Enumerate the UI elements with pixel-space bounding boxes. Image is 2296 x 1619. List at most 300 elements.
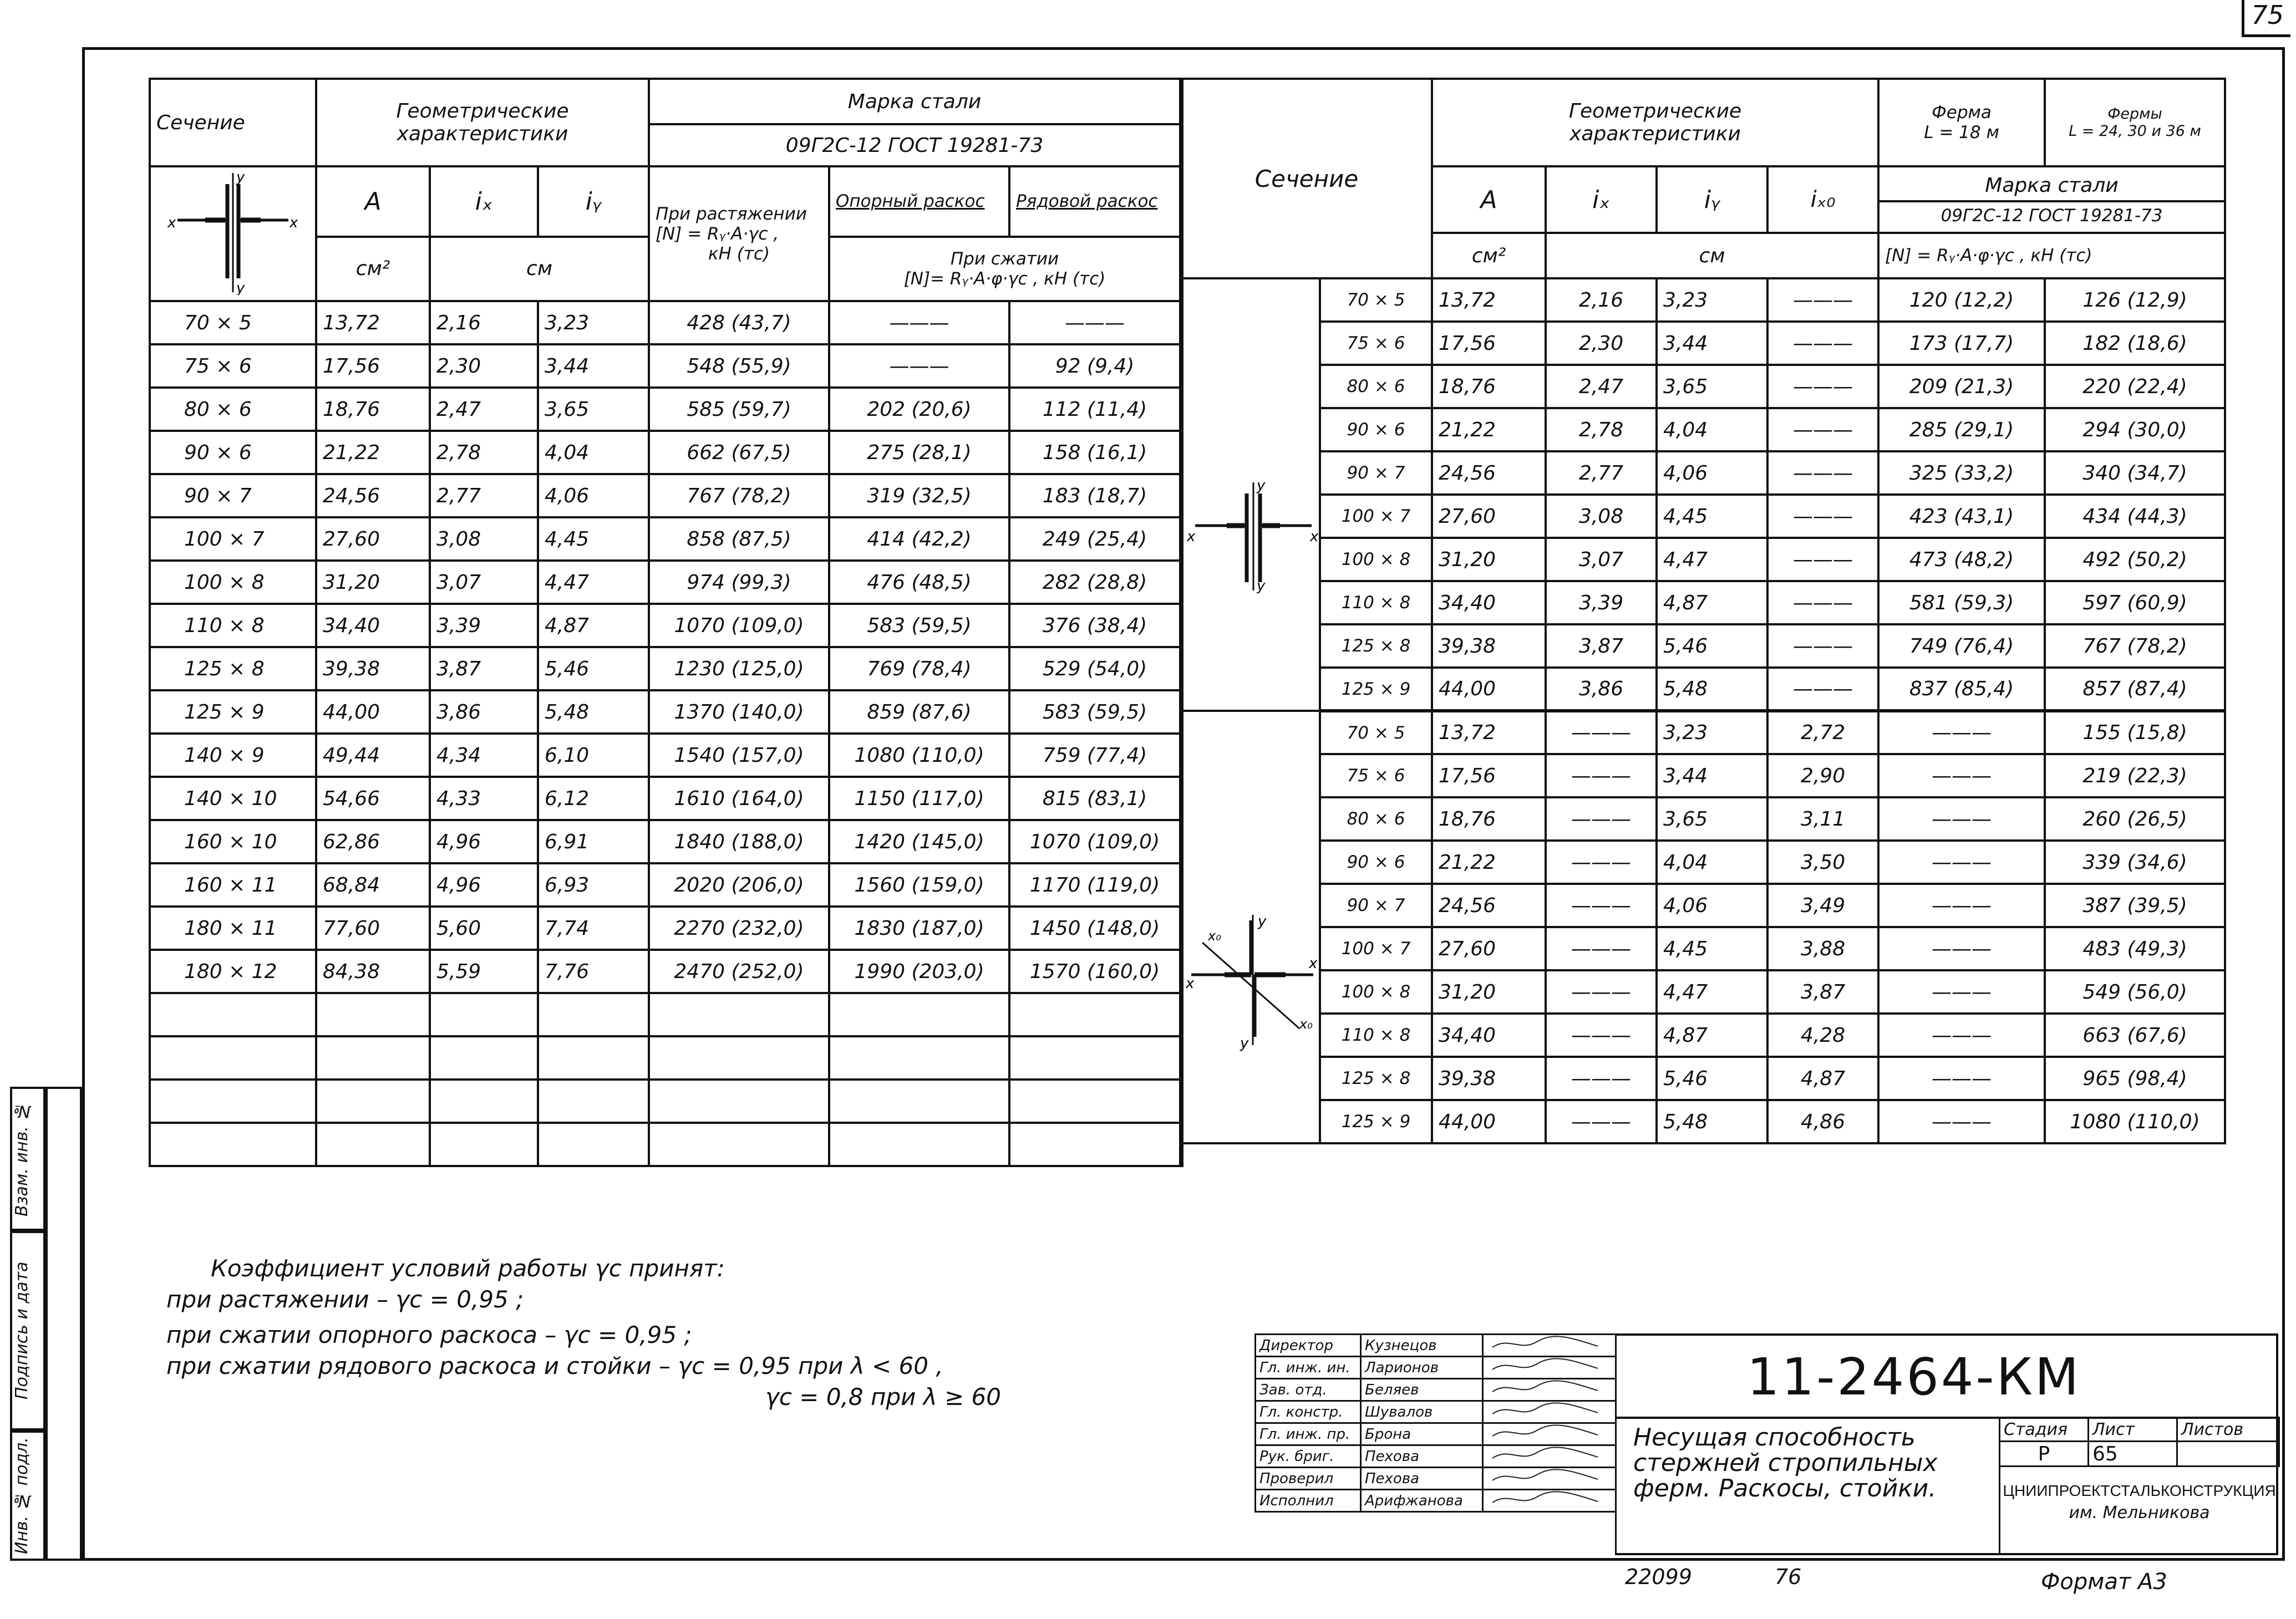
table-cell-ix: ——— xyxy=(1546,711,1657,754)
signature-name: Ларионов xyxy=(1361,1357,1483,1379)
table-cell-f18: 423 (43,1) xyxy=(1878,495,2045,538)
table-cell-r: 376 (38,4) xyxy=(1009,604,1181,647)
table-cell-iy: 5,46 xyxy=(1657,624,1767,668)
table-cell-A: 21,22 xyxy=(1432,841,1546,884)
table-cell-f24: 220 (22,4) xyxy=(2045,365,2225,408)
table-cell-f24: 965 (98,4) xyxy=(2045,1057,2225,1100)
table-cell-A: 44,00 xyxy=(1432,668,1546,711)
table-cell-sec: 75 × 6 xyxy=(150,344,316,388)
right-header-unit-A: см² xyxy=(1432,233,1546,278)
table-cell-sec: 180 × 11 xyxy=(150,907,316,950)
table-row xyxy=(1181,538,2225,581)
table-row xyxy=(1181,322,2225,365)
table-cell-f24: 340 (34,7) xyxy=(2045,451,2225,495)
table-cell-iy: 4,47 xyxy=(1657,538,1767,581)
table-cell-ix: 2,47 xyxy=(430,388,538,431)
org-name: ЦНИИПРОЕКТСТАЛЬКОНСТРУКЦИЯ xyxy=(2003,1482,2276,1499)
sheets-label: Листов xyxy=(2177,1418,2279,1442)
table-cell-A: 77,60 xyxy=(316,907,430,950)
signature-row xyxy=(1256,1357,1616,1379)
table-cell-t: 1230 (125,0) xyxy=(649,647,829,690)
right-header-formula: [N] = Rᵧ·A·φ·γc , кН (тс) xyxy=(1878,233,2225,278)
right-capacity-table xyxy=(1180,78,2226,1144)
table-cell-f24: 260 (26,5) xyxy=(2045,797,2225,841)
table-cell-s: 1560 (159,0) xyxy=(829,863,1009,907)
table-cell-ix0: ——— xyxy=(1767,408,1878,451)
svg-text:y: y xyxy=(1257,477,1266,494)
table-cell-sec: 90 × 6 xyxy=(1320,841,1432,884)
table-cell-A: 18,76 xyxy=(316,388,430,431)
table-cell-A xyxy=(316,1036,430,1080)
table-cell-iy: 5,46 xyxy=(1657,1057,1767,1100)
table-cell-r xyxy=(1009,1080,1181,1123)
svg-text:x: x xyxy=(289,215,298,231)
double-angle-section-diagram xyxy=(1187,471,1320,593)
table-cell-A: 34,40 xyxy=(1432,1014,1546,1057)
signature-name: Беляев xyxy=(1361,1379,1483,1401)
table-cell-A: 13,72 xyxy=(1432,278,1546,322)
table-row xyxy=(150,431,1181,474)
table-cell-ix: 2,30 xyxy=(430,344,538,388)
table-cell-t: 662 (67,5) xyxy=(649,431,829,474)
table-cell-f24: 767 (78,2) xyxy=(2045,624,2225,668)
table-row xyxy=(1181,408,2225,451)
table-cell-f24: 339 (34,6) xyxy=(2045,841,2225,884)
table-cell-A: 31,20 xyxy=(1432,538,1546,581)
table-cell-iy: 6,12 xyxy=(538,777,649,820)
table-cell-iy: 7,74 xyxy=(538,907,649,950)
side-stamp-inner xyxy=(45,1087,82,1561)
table-cell-sec: 100 × 8 xyxy=(150,561,316,604)
table-cell-t: 1540 (157,0) xyxy=(649,734,829,777)
table-cell-ix: 3,07 xyxy=(430,561,538,604)
table-cell-ix: ——— xyxy=(1546,1014,1657,1057)
table-cell-iy: 4,45 xyxy=(538,517,649,561)
signature-mark xyxy=(1483,1423,1616,1445)
stage-label: Стадия xyxy=(2000,1418,2089,1442)
svg-text:x₀: x₀ xyxy=(1299,1016,1313,1032)
table-cell-s xyxy=(829,993,1009,1036)
table-cell-iy: 6,10 xyxy=(538,734,649,777)
table-cell-s: 414 (42,2) xyxy=(829,517,1009,561)
table-cell-f18: ——— xyxy=(1878,841,2045,884)
table-cell-A: 17,56 xyxy=(316,344,430,388)
table-row xyxy=(150,1080,1181,1123)
table-cell-r xyxy=(1009,993,1181,1036)
page-number: 75 xyxy=(2242,0,2290,37)
sheets-value xyxy=(2177,1442,2279,1467)
right-header-col-A: A xyxy=(1432,166,1546,233)
signature-row xyxy=(1256,1379,1616,1401)
table-cell-ix0: 3,87 xyxy=(1767,970,1878,1014)
table-row xyxy=(150,907,1181,950)
table-cell-f24: 1080 (110,0) xyxy=(2045,1100,2225,1143)
table-cell-A: 54,66 xyxy=(316,777,430,820)
table-cell-A: 68,84 xyxy=(316,863,430,907)
table-cell-sec: 125 × 8 xyxy=(1320,1057,1432,1100)
table-cell-iy: 3,44 xyxy=(1657,322,1767,365)
svg-text:x: x xyxy=(1309,955,1318,972)
table-cell-r xyxy=(1009,1123,1181,1166)
table-cell-sec: 75 × 6 xyxy=(1320,754,1432,797)
table-cell-r: 1070 (109,0) xyxy=(1009,820,1181,863)
table-cell-ix: 2,77 xyxy=(1546,451,1657,495)
svg-text:x: x xyxy=(1187,528,1196,545)
table-cell-t: 1070 (109,0) xyxy=(649,604,829,647)
document-code: 11-2464-КМ xyxy=(1747,1347,2081,1407)
table-cell-A: 18,76 xyxy=(1432,365,1546,408)
table-cell-A: 39,38 xyxy=(1432,1057,1546,1100)
header-geometry: Геометрические характеристики xyxy=(316,79,649,166)
table-cell-r: 158 (16,1) xyxy=(1009,431,1181,474)
table-cell-ix: 3,87 xyxy=(1546,624,1657,668)
table-cell-sec: 90 × 6 xyxy=(1320,408,1432,451)
signature-role: Гл. инж. ин. xyxy=(1256,1357,1361,1379)
table-cell-iy: 4,04 xyxy=(1657,841,1767,884)
svg-text:y: y xyxy=(1240,1035,1249,1052)
table-cell-t: 548 (55,9) xyxy=(649,344,829,388)
table-cell-sec: 90 × 7 xyxy=(1320,884,1432,927)
table-cell-ix0: 2,90 xyxy=(1767,754,1878,797)
table-cell-r: 759 (77,4) xyxy=(1009,734,1181,777)
table-row xyxy=(1181,711,2225,754)
table-cell-t: 428 (43,7) xyxy=(649,301,829,344)
table-cell-ix: 2,16 xyxy=(430,301,538,344)
side-label-sign-date: Подпись и дата xyxy=(10,1231,45,1430)
header-col-A: A xyxy=(316,166,430,237)
left-capacity-table xyxy=(149,78,1183,1167)
table-cell-iy: 4,04 xyxy=(538,431,649,474)
note-line-1: Коэффициент условий работы γc принят: xyxy=(211,1255,725,1282)
table-cell-sec: 110 × 8 xyxy=(1320,1014,1432,1057)
svg-text:y: y xyxy=(1258,913,1267,930)
header-steel-title: Марка стали xyxy=(649,79,1181,124)
table-cell-A: 27,60 xyxy=(1432,495,1546,538)
table-cell-r: 249 (25,4) xyxy=(1009,517,1181,561)
table-cell-ix0: ——— xyxy=(1767,624,1878,668)
table-cell-A: 44,00 xyxy=(1432,1100,1546,1143)
table-cell-sec: 125 × 9 xyxy=(150,690,316,734)
table-cell-sec xyxy=(150,1036,316,1080)
note-line-3: при сжатии опорного раскоса – γc = 0,95 ; xyxy=(166,1321,692,1348)
table-cell-iy: 4,06 xyxy=(538,474,649,517)
signature-name: Арифжанова xyxy=(1361,1490,1483,1512)
table-row xyxy=(150,950,1181,993)
table-row xyxy=(150,777,1181,820)
table-row xyxy=(150,604,1181,647)
table-cell-A: 27,60 xyxy=(316,517,430,561)
table-cell-iy xyxy=(538,993,649,1036)
signature-name: Пехова xyxy=(1361,1468,1483,1490)
table-cell-r: 1570 (160,0) xyxy=(1009,950,1181,993)
table-cell-f18: ——— xyxy=(1878,1057,2045,1100)
table-cell-iy: 5,48 xyxy=(538,690,649,734)
table-cell-s: 859 (87,6) xyxy=(829,690,1009,734)
table-cell-f18: 209 (21,3) xyxy=(1878,365,2045,408)
table-cell-iy xyxy=(538,1123,649,1166)
table-cell-A: 62,86 xyxy=(316,820,430,863)
table-cell-s: 1990 (203,0) xyxy=(829,950,1009,993)
table-cell-r: 92 (9,4) xyxy=(1009,344,1181,388)
signature-mark xyxy=(1483,1445,1616,1468)
table-cell-t: 2470 (252,0) xyxy=(649,950,829,993)
table-row xyxy=(150,301,1181,344)
table-cell-ix: 3,86 xyxy=(1546,668,1657,711)
table-cell-ix: 2,16 xyxy=(1546,278,1657,322)
table-cell-f24: 663 (67,6) xyxy=(2045,1014,2225,1057)
table-row xyxy=(150,388,1181,431)
archive-number: 22099 xyxy=(1625,1565,1692,1589)
table-cell-sec: 100 × 7 xyxy=(1320,495,1432,538)
table-cell-A: 34,40 xyxy=(1432,581,1546,624)
table-cell-f18: ——— xyxy=(1878,754,2045,797)
table-cell-iy: 4,45 xyxy=(1657,927,1767,970)
table-cell-iy: 6,93 xyxy=(538,863,649,907)
table-cell-f24: 597 (60,9) xyxy=(2045,581,2225,624)
table-cell-sec: 100 × 8 xyxy=(1320,538,1432,581)
table-cell-ix: 2,77 xyxy=(430,474,538,517)
table-row xyxy=(150,647,1181,690)
table-cell-iy: 3,23 xyxy=(538,301,649,344)
table-cell-iy: 5,48 xyxy=(1657,1100,1767,1143)
table-row xyxy=(150,734,1181,777)
stamp-signatures xyxy=(1254,1333,1617,1513)
table-cell-f18: 120 (12,2) xyxy=(1878,278,2045,322)
table-row xyxy=(1181,495,2225,538)
table-cell-A: 27,60 xyxy=(1432,927,1546,970)
right-header-truss18: Ферма L = 18 м xyxy=(1878,79,2045,166)
table-cell-s: 1420 (145,0) xyxy=(829,820,1009,863)
table-cell-f18: ——— xyxy=(1878,797,2045,841)
table-cell-sec xyxy=(150,993,316,1036)
right-header-col-iy: iᵧ xyxy=(1657,166,1767,233)
signature-row xyxy=(1256,1401,1616,1423)
table-cell-ix: 2,30 xyxy=(1546,322,1657,365)
table-cell-ix0: ——— xyxy=(1767,365,1878,408)
table-cell-sec: 90 × 6 xyxy=(150,431,316,474)
table-row xyxy=(150,820,1181,863)
table-row xyxy=(1181,668,2225,711)
table-cell-s xyxy=(829,1036,1009,1080)
signature-role: Директор xyxy=(1256,1335,1361,1357)
table-cell-t: 1610 (164,0) xyxy=(649,777,829,820)
table-cell-A: 24,56 xyxy=(1432,884,1546,927)
table-cell-ix: 4,33 xyxy=(430,777,538,820)
table-cell-A: 24,56 xyxy=(1432,451,1546,495)
signature-role: Исполнил xyxy=(1256,1490,1361,1512)
table-cell-A: 13,72 xyxy=(316,301,430,344)
table-cell-r: 583 (59,5) xyxy=(1009,690,1181,734)
table-cell-ix: 5,59 xyxy=(430,950,538,993)
right-header-steel: Марка стали 09Г2С-12 ГОСТ 19281-73 xyxy=(1878,166,2225,233)
signature-mark xyxy=(1483,1401,1616,1423)
table-cell-sec: 140 × 9 xyxy=(150,734,316,777)
svg-text:x: x xyxy=(1310,528,1319,545)
table-row xyxy=(150,1123,1181,1166)
table-cell-t: 1840 (188,0) xyxy=(649,820,829,863)
table-cell-A: 44,00 xyxy=(316,690,430,734)
table-row xyxy=(1181,1100,2225,1143)
table-cell-iy: 5,48 xyxy=(1657,668,1767,711)
table-cell-s: 1150 (117,0) xyxy=(829,777,1009,820)
table-cell-t xyxy=(649,993,829,1036)
table-cell-A: 17,56 xyxy=(1432,754,1546,797)
table-cell-ix: 3,08 xyxy=(430,517,538,561)
signature-mark xyxy=(1483,1335,1616,1357)
table-cell-ix: 4,34 xyxy=(430,734,538,777)
table-cell-A: 31,20 xyxy=(1432,970,1546,1014)
table-cell-f18: 285 (29,1) xyxy=(1878,408,2045,451)
double-angle-section-icon xyxy=(166,167,299,295)
table-cell-ix0: 4,28 xyxy=(1767,1014,1878,1057)
table-cell-sec: 80 × 6 xyxy=(1320,365,1432,408)
table-cell-sec xyxy=(150,1080,316,1123)
table-cell-f24: 549 (56,0) xyxy=(2045,970,2225,1014)
signature-role: Рук. бриг. xyxy=(1256,1445,1361,1468)
table-row xyxy=(150,344,1181,388)
table-cell-ix: 2,78 xyxy=(1546,408,1657,451)
handwritten-signature xyxy=(1487,1379,1609,1396)
signature-row xyxy=(1256,1468,1616,1490)
table-cell-ix0: ——— xyxy=(1767,451,1878,495)
table-cell-sec: 90 × 7 xyxy=(150,474,316,517)
table-cell-f18: 749 (76,4) xyxy=(1878,624,2045,668)
table-cell-iy: 4,06 xyxy=(1657,451,1767,495)
svg-text:y: y xyxy=(236,280,245,295)
table-cell-iy: 4,47 xyxy=(538,561,649,604)
table-cell-f18: ——— xyxy=(1878,884,2045,927)
table-cell-A xyxy=(316,993,430,1036)
table-cell-A: 17,56 xyxy=(1432,322,1546,365)
table-cell-iy: 4,87 xyxy=(1657,1014,1767,1057)
table-cell-ix: 3,08 xyxy=(1546,495,1657,538)
table-cell-iy: 4,47 xyxy=(1657,970,1767,1014)
table-cell-iy: 3,23 xyxy=(1657,278,1767,322)
table-cell-iy: 4,87 xyxy=(538,604,649,647)
table-cell-f18: ——— xyxy=(1878,711,2045,754)
table-cell-iy: 3,44 xyxy=(1657,754,1767,797)
table-cell-f24: 434 (44,3) xyxy=(2045,495,2225,538)
table-cell-iy: 4,04 xyxy=(1657,408,1767,451)
note-line-4: при сжатии рядового раскоса и стойки – γc = 0,95 при λ < 60 , xyxy=(166,1352,943,1379)
archive-sheet: 76 xyxy=(1775,1565,1802,1589)
table-cell-ix: 2,47 xyxy=(1546,365,1657,408)
table-cell-f18: ——— xyxy=(1878,927,2045,970)
table-cell-s: 1830 (187,0) xyxy=(829,907,1009,950)
table-cell-s: 202 (20,6) xyxy=(829,388,1009,431)
table-cell-s: ——— xyxy=(829,344,1009,388)
sheet-title: Несущая способность стержней стропильных ферм. Раскосы, стойки. xyxy=(1633,1423,1938,1503)
signature-row xyxy=(1256,1490,1616,1512)
table-cell-ix: 3,87 xyxy=(430,647,538,690)
table-cell-t: 858 (87,5) xyxy=(649,517,829,561)
table-cell-A: 21,22 xyxy=(316,431,430,474)
table-row xyxy=(1181,365,2225,408)
table-cell-iy xyxy=(538,1036,649,1080)
table-cell-t: 585 (59,7) xyxy=(649,388,829,431)
table-row xyxy=(150,690,1181,734)
table-cell-iy xyxy=(538,1080,649,1123)
table-cell-s: 769 (78,4) xyxy=(829,647,1009,690)
table-cell-s xyxy=(829,1123,1009,1166)
table-cell-ix xyxy=(430,1123,538,1166)
svg-text:x: x xyxy=(1186,975,1195,992)
axis-y-label: y xyxy=(236,169,245,186)
table-cell-ix: 2,78 xyxy=(430,431,538,474)
table-cell-iy: 3,23 xyxy=(1657,711,1767,754)
table-cell-ix: ——— xyxy=(1546,754,1657,797)
table-cell-r: 282 (28,8) xyxy=(1009,561,1181,604)
table-row xyxy=(1181,1014,2225,1057)
table-cell-sec: 125 × 8 xyxy=(150,647,316,690)
table-cell-sec xyxy=(150,1123,316,1166)
paper-format: Формат А3 xyxy=(2041,1569,2167,1595)
table-cell-t: 2270 (232,0) xyxy=(649,907,829,950)
table-cell-f24: 219 (22,3) xyxy=(2045,754,2225,797)
handwritten-signature xyxy=(1487,1424,1609,1440)
table-row xyxy=(1181,451,2225,495)
table-cell-A: 24,56 xyxy=(316,474,430,517)
header-tension: При растяжении [N] = Rᵧ·A·γc , кН (тс) xyxy=(649,166,829,301)
table-cell-sec: 100 × 8 xyxy=(1320,970,1432,1014)
signature-mark xyxy=(1483,1379,1616,1401)
table-cell-ix0: 4,86 xyxy=(1767,1100,1878,1143)
handwritten-signature xyxy=(1487,1446,1609,1463)
table-cell-ix0: 3,88 xyxy=(1767,927,1878,970)
header-support-brace: Опорный раскос xyxy=(829,166,1009,237)
table-cell-iy: 6,91 xyxy=(538,820,649,863)
header-section: Сечение xyxy=(150,79,316,166)
table-cell-sec: 125 × 8 xyxy=(1320,624,1432,668)
signature-row xyxy=(1256,1423,1616,1445)
table-cell-sec: 70 × 5 xyxy=(1320,278,1432,322)
table-row xyxy=(1181,624,2225,668)
svg-text:y: y xyxy=(1257,578,1266,593)
table-cell-sec: 70 × 5 xyxy=(150,301,316,344)
notes xyxy=(166,1253,1001,1413)
stamp-sheet-info xyxy=(1999,1417,2280,1467)
table-row xyxy=(150,863,1181,907)
table-row xyxy=(1181,797,2225,841)
table-cell-sec: 125 × 9 xyxy=(1320,668,1432,711)
table-cell-ix: 4,96 xyxy=(430,863,538,907)
sheet-value: 65 xyxy=(2089,1442,2177,1467)
table-cell-f24: 182 (18,6) xyxy=(2045,322,2225,365)
table-cell-f18: 581 (59,3) xyxy=(1878,581,2045,624)
organization xyxy=(1999,1467,2278,1555)
table-cell-ix0: 3,50 xyxy=(1767,841,1878,884)
cross-angle-section-diagram xyxy=(1186,909,1319,1053)
table-cell-sec: 125 × 9 xyxy=(1320,1100,1432,1143)
signature-row xyxy=(1256,1335,1616,1357)
header-col-iy: iᵧ xyxy=(538,166,649,237)
handwritten-signature xyxy=(1487,1468,1609,1485)
axis-x-label: x xyxy=(167,215,176,231)
signature-role: Зав. отд. xyxy=(1256,1379,1361,1401)
table-cell-A: 31,20 xyxy=(316,561,430,604)
right-header-unit-i: см xyxy=(1546,233,1878,278)
signature-role: Гл. инж. пр. xyxy=(1256,1423,1361,1445)
table-row xyxy=(1181,581,2225,624)
table-cell-ix: 3,39 xyxy=(1546,581,1657,624)
table-cell-f18: 473 (48,2) xyxy=(1878,538,2045,581)
table-cell-ix xyxy=(430,993,538,1036)
table-cell-sec: 90 × 7 xyxy=(1320,451,1432,495)
table-cell-ix0: 2,72 xyxy=(1767,711,1878,754)
table-cell-A: 34,40 xyxy=(316,604,430,647)
signature-name: Пехова xyxy=(1361,1445,1483,1468)
table-cell-sec: 100 × 7 xyxy=(1320,927,1432,970)
